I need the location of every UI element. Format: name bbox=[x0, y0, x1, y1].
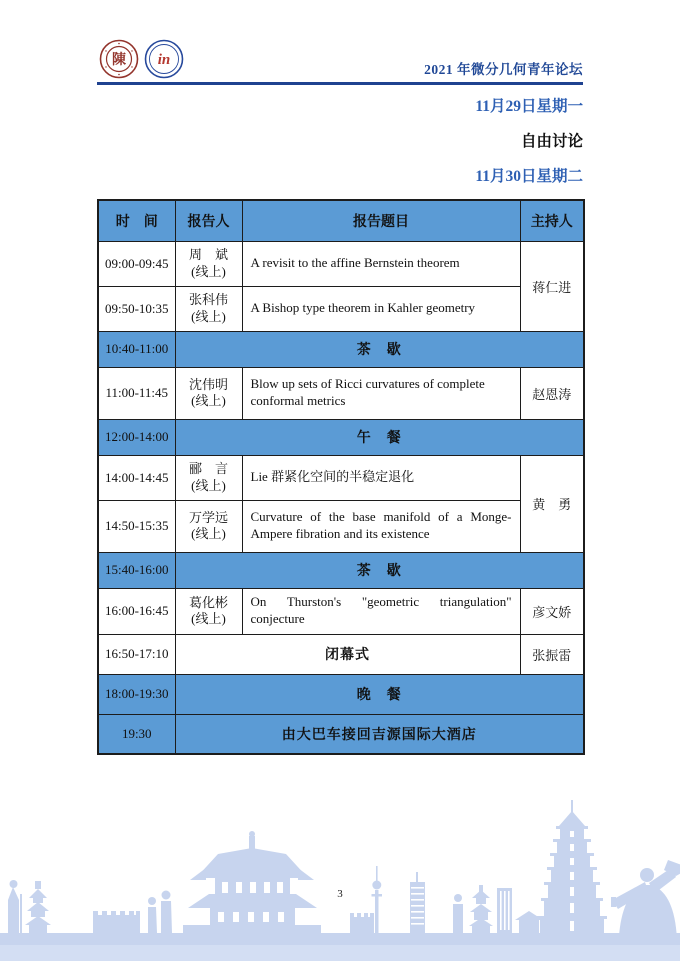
chair-cell: 黄 勇 bbox=[520, 455, 584, 552]
time-cell: 11:00-11:45 bbox=[98, 367, 175, 419]
closing-label: 闭幕式 bbox=[175, 634, 520, 674]
header-logos bbox=[99, 39, 184, 79]
page-number: 3 bbox=[337, 888, 343, 900]
time-cell: 10:40-11:00 bbox=[98, 331, 175, 367]
time-cell: 14:00-14:45 bbox=[98, 455, 175, 500]
table-row bbox=[98, 241, 584, 286]
break-label: 晚 餐 bbox=[175, 674, 584, 714]
speaker-cell bbox=[175, 241, 242, 286]
time-cell: 09:50-10:35 bbox=[98, 286, 175, 331]
time-cell: 14:50-15:35 bbox=[98, 500, 175, 552]
time-cell: 18:00-19:30 bbox=[98, 674, 175, 714]
lunch-row bbox=[98, 419, 584, 455]
break-label: 茶 歇 bbox=[175, 331, 584, 367]
col-header-time: 时 间 bbox=[98, 200, 175, 241]
table-row bbox=[98, 500, 584, 552]
break-label: 茶 歇 bbox=[175, 552, 584, 588]
chair-cell: 赵恩涛 bbox=[520, 367, 584, 419]
speaker-name: 万学远 bbox=[188, 509, 228, 525]
talk-title-cell: Blow up sets of Ricci curvatures of complete conformal metrics bbox=[242, 367, 520, 419]
header-divider bbox=[97, 82, 583, 85]
tea-break-row bbox=[98, 552, 584, 588]
dinner-row bbox=[98, 674, 584, 714]
chair-cell: 张振雷 bbox=[520, 634, 584, 674]
speaker-cell bbox=[175, 500, 242, 552]
time-cell: 16:50-17:10 bbox=[98, 634, 175, 674]
col-header-speaker: 报告人 bbox=[175, 200, 242, 241]
col-header-chair: 主持人 bbox=[520, 200, 584, 241]
speaker-note: (线上) bbox=[191, 611, 226, 626]
bus-row bbox=[98, 714, 584, 754]
time-cell: 19:30 bbox=[98, 714, 175, 754]
speaker-note: (线上) bbox=[191, 263, 226, 279]
speaker-note: (线上) bbox=[191, 308, 226, 324]
break-label: 午 餐 bbox=[175, 419, 584, 455]
day1-heading: 11月29日星期一 bbox=[475, 98, 583, 115]
speaker-name: 葛化彬 bbox=[188, 594, 228, 610]
speaker-note: (线上) bbox=[191, 526, 226, 541]
chern-institute-seal-icon bbox=[99, 39, 139, 79]
bus-label: 由大巴车接回吉源国际大酒店 bbox=[175, 714, 584, 754]
col-header-title: 报告题目 bbox=[242, 200, 520, 241]
table-row bbox=[98, 286, 584, 331]
chair-cell: 彦文娇 bbox=[520, 588, 584, 634]
table-row bbox=[98, 588, 584, 634]
speaker-name: 周 斌 bbox=[188, 247, 228, 263]
speaker-note: (线上) bbox=[191, 477, 226, 493]
time-cell: 12:00-14:00 bbox=[98, 419, 175, 455]
table-header-row bbox=[98, 200, 584, 241]
speaker-name: 张科伟 bbox=[188, 292, 228, 308]
page-title: 2021 年微分几何青年论坛 bbox=[424, 62, 583, 77]
talk-title-cell: Curvature of the base manifold of a Monge-Ampere fibration and its existence bbox=[242, 500, 520, 552]
time-cell: 09:00-09:45 bbox=[98, 241, 175, 286]
chair-cell: 蒋仁进 bbox=[520, 241, 584, 331]
day2-heading: 11月30日星期二 bbox=[475, 168, 583, 185]
talk-title-cell: A revisit to the affine Bernstein theorem bbox=[242, 241, 520, 286]
logo-script: in bbox=[157, 52, 171, 68]
speaker-cell bbox=[175, 367, 242, 419]
speaker-cell bbox=[175, 286, 242, 331]
table-row bbox=[98, 367, 584, 419]
time-cell: 16:00-16:45 bbox=[98, 588, 175, 634]
speaker-cell bbox=[175, 588, 242, 634]
talk-title-cell: A Bishop type theorem in Kahler geometry bbox=[242, 286, 520, 331]
talk-title-cell: On Thurston's "geometric triangulation" conjecture bbox=[242, 588, 520, 634]
tea-break-row bbox=[98, 331, 584, 367]
schedule-table bbox=[97, 199, 585, 755]
closing-ceremony-row bbox=[98, 634, 584, 674]
table-row bbox=[98, 455, 584, 500]
speaker-cell bbox=[175, 455, 242, 500]
talk-title-cell: Lie 群紧化空间的半稳定退化 bbox=[242, 455, 520, 500]
forum-logo-icon bbox=[144, 39, 184, 79]
seal-character: 陳 bbox=[112, 53, 126, 68]
time-cell: 15:40-16:00 bbox=[98, 552, 175, 588]
speaker-name: 沈伟明 bbox=[188, 376, 228, 392]
day1-activity: 自由讨论 bbox=[520, 133, 583, 150]
speaker-name: 郦 言 bbox=[188, 461, 228, 477]
city-skyline-illustration bbox=[0, 790, 680, 961]
speaker-note: (线上) bbox=[191, 393, 226, 408]
